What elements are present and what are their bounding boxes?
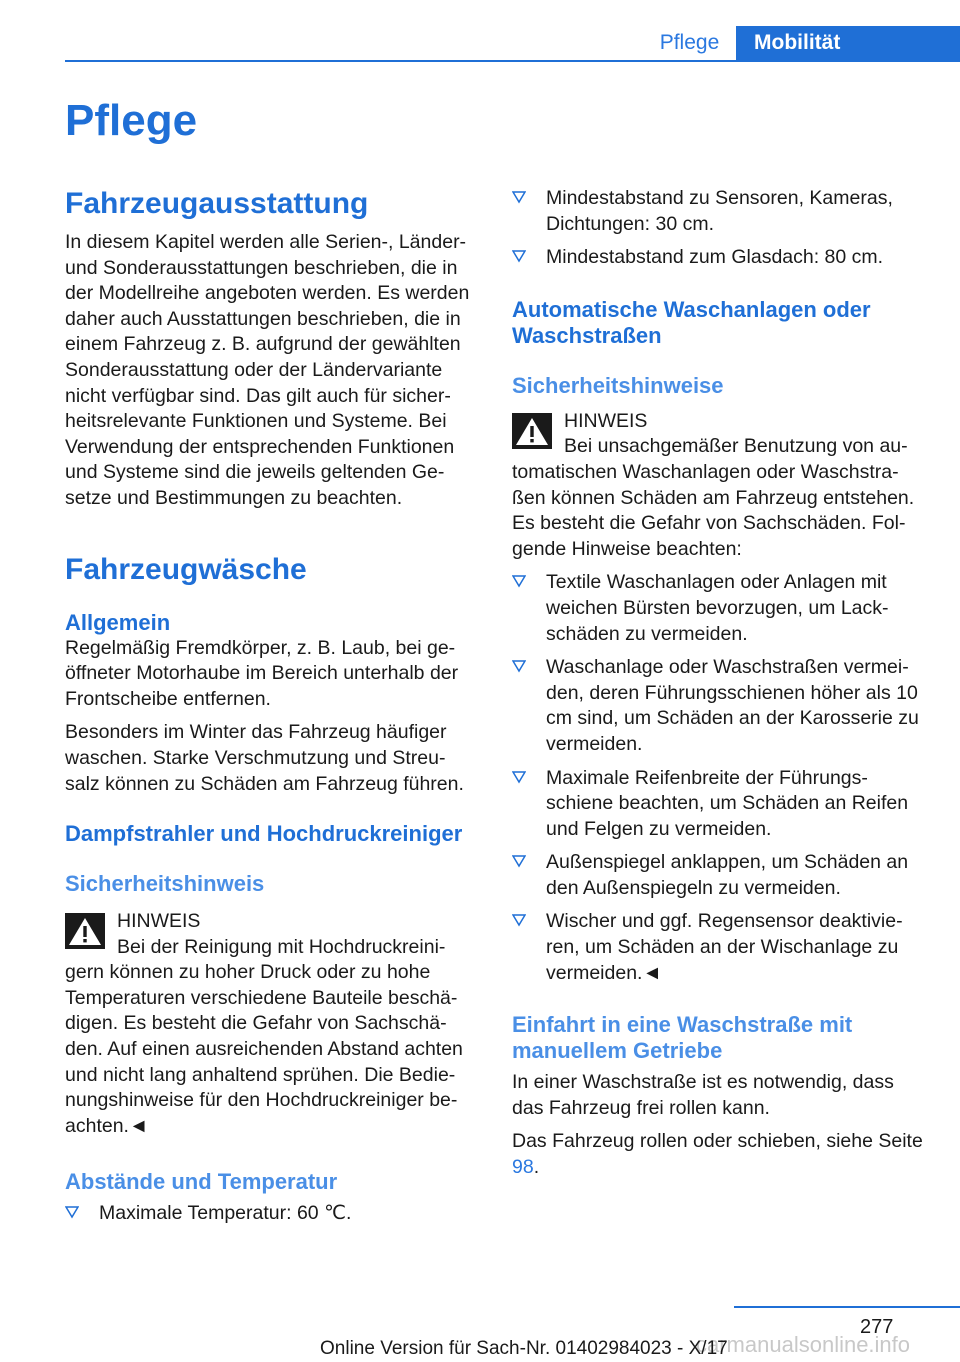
paragraph-allgemein-1: Regelmäßig Fremdkörper, z. B. Laub, bei ge-öffneter Motorhaube im Bereich unterhalb der Frontscheibe entfernen. — [65, 636, 459, 710]
paragraph-allgemein-2: Besonders im Winter das Fahrzeug häufiger waschen. Starke Verschmutzung und Streu-salz können zu Schäden am Fahrzeug führen. — [65, 721, 464, 795]
list-hinweise — [512, 570, 930, 986]
tab-mobilitaet[interactable]: Mobilität — [736, 26, 960, 62]
heading-allgemein: Allgemein — [65, 609, 171, 635]
page-title: Pflege — [65, 96, 198, 145]
list-item: Mindestabstand zu Sensoren, Kameras, Dichtungen: 30 cm. — [512, 186, 930, 237]
triangle-bullet-icon — [512, 574, 526, 588]
online-version-note: Online Version für Sach-Nr. 01402984023 - X/17 — [320, 1338, 728, 1359]
heading-sicherheitshinweise: Sicherheitshinweise — [512, 372, 724, 398]
list-item: Wischer und ggf. Regensensor deaktivie-ren, um Schäden an der Wischanlage zu vermeiden.◄ — [512, 909, 930, 986]
footer-rule — [734, 1306, 960, 1308]
paragraph-einfahrt-2: Das Fahrzeug rollen oder schieben, siehe Seite 98. — [512, 1130, 923, 1179]
heading-sicherheitshinweis: Sicherheitshinweis — [65, 871, 265, 897]
heading-abstaende: Abstände und Temperatur — [65, 1169, 338, 1195]
warning-text-rest: gern können zu hoher Druck oder zu hohe Temperaturen verschiedene Bauteile beschä-digen. Es besteht die Gefahr von Sachschä-den. Auf einen ausreichenden Abstand achten und nicht lang anhaltend sprühen. Die Bedie-nungshinweise für den Hochdruckreiniger be-achten.◄ — [65, 961, 463, 1137]
left-column — [65, 186, 480, 1227]
triangle-bullet-icon — [512, 854, 526, 868]
list-item: Außenspiegel anklappen, um Schäden an den Außenspiegeln zu vermeiden. — [512, 850, 930, 901]
triangle-bullet-icon — [512, 249, 526, 263]
tab-pflege[interactable]: Pflege — [659, 31, 720, 54]
page-number: 277 — [860, 1316, 894, 1338]
heading-fahrzeugausstattung: Fahrzeugausstattung — [65, 187, 369, 220]
warning-block — [512, 409, 930, 563]
warning-text — [512, 434, 930, 562]
triangle-bullet-icon — [512, 659, 526, 673]
watermark: carmanualsonline.info — [696, 1332, 911, 1357]
warning-text — [65, 935, 480, 1140]
triangle-bullet-icon — [512, 770, 526, 784]
list-abstaende-continued — [512, 186, 930, 271]
triangle-bullet-icon — [512, 190, 526, 204]
warning-label: HINWEIS — [117, 910, 201, 933]
triangle-bullet-icon — [512, 913, 526, 927]
warning-block — [65, 909, 480, 1139]
right-column — [512, 186, 930, 1181]
heading-dampfstrahler: Dampfstrahler und Hochdruckreiniger — [65, 821, 463, 847]
heading-einfahrt: Einfahrt in eine Waschstraße mit manuellem Getriebe — [512, 1012, 853, 1064]
page-link-98[interactable]: 98 — [512, 1156, 534, 1179]
list-item: Maximale Reifenbreite der Führungs-schiene beachten, um Schäden an Reifen und Felgen zu vermeiden. — [512, 766, 930, 843]
list-item: Mindestabstand zum Glasdach: 80 cm. — [512, 245, 930, 271]
warning-text-rest: tomatischen Waschanlagen oder Waschstra-ßen können Schäden am Fahrzeug entstehen. Es besteht die Gefahr von Sachschäden. Fol-gende Hinweise beachten: — [512, 460, 915, 560]
list-item: Textile Waschanlagen oder Anlagen mit weichen Bürsten bevorzugen, um Lack-schäden zu vermeiden. — [512, 570, 930, 647]
warning-text-first: Bei der Reinigung mit Hochdruckreini- — [117, 935, 446, 958]
warning-label: HINWEIS — [564, 409, 648, 432]
paragraph-ausstattung: In diesem Kapitel werden alle Serien-, Länder- und Sonderausstattungen beschrieben, die in der Modellreihe angeboten werden. Es werden daher auch Ausstattungen beschrieben, die in einem Fahrzeug z. B. aufgrund der gewählten Sonderausstattung oder der Ländervariante nicht verfügbar sind. Das gilt auch für sicher-heitsrelevante Funktionen und Systeme. Bei Verwendung der entsprechenden Funktionen und Systeme sind die jeweils geltenden Ge-setze und Bestimmungen zu beachten. — [65, 231, 470, 509]
heading-fahrzeugwaesche: Fahrzeugwäsche — [65, 552, 307, 586]
list-item: Waschanlage oder Waschstraßen vermei-den, deren Führungsschienen höher als 10 cm sind, um Schäden an der Karosserie zu vermeiden. — [512, 655, 930, 757]
triangle-bullet-icon — [65, 1205, 79, 1219]
list-item: Maximale Temperatur: 60 ℃. — [65, 1201, 480, 1227]
heading-automatische-waschanlagen: Automatische Waschanlagen oder Waschstraßen — [512, 296, 871, 348]
list-abstaende — [65, 1201, 480, 1227]
warning-icon — [512, 413, 552, 449]
warning-icon — [65, 913, 105, 949]
warning-text-first: Bei unsachgemäßer Benutzung von au- — [564, 435, 908, 458]
paragraph-einfahrt-1: In einer Waschstraße ist es notwendig, dass das Fahrzeug frei rollen kann. — [512, 1071, 894, 1119]
